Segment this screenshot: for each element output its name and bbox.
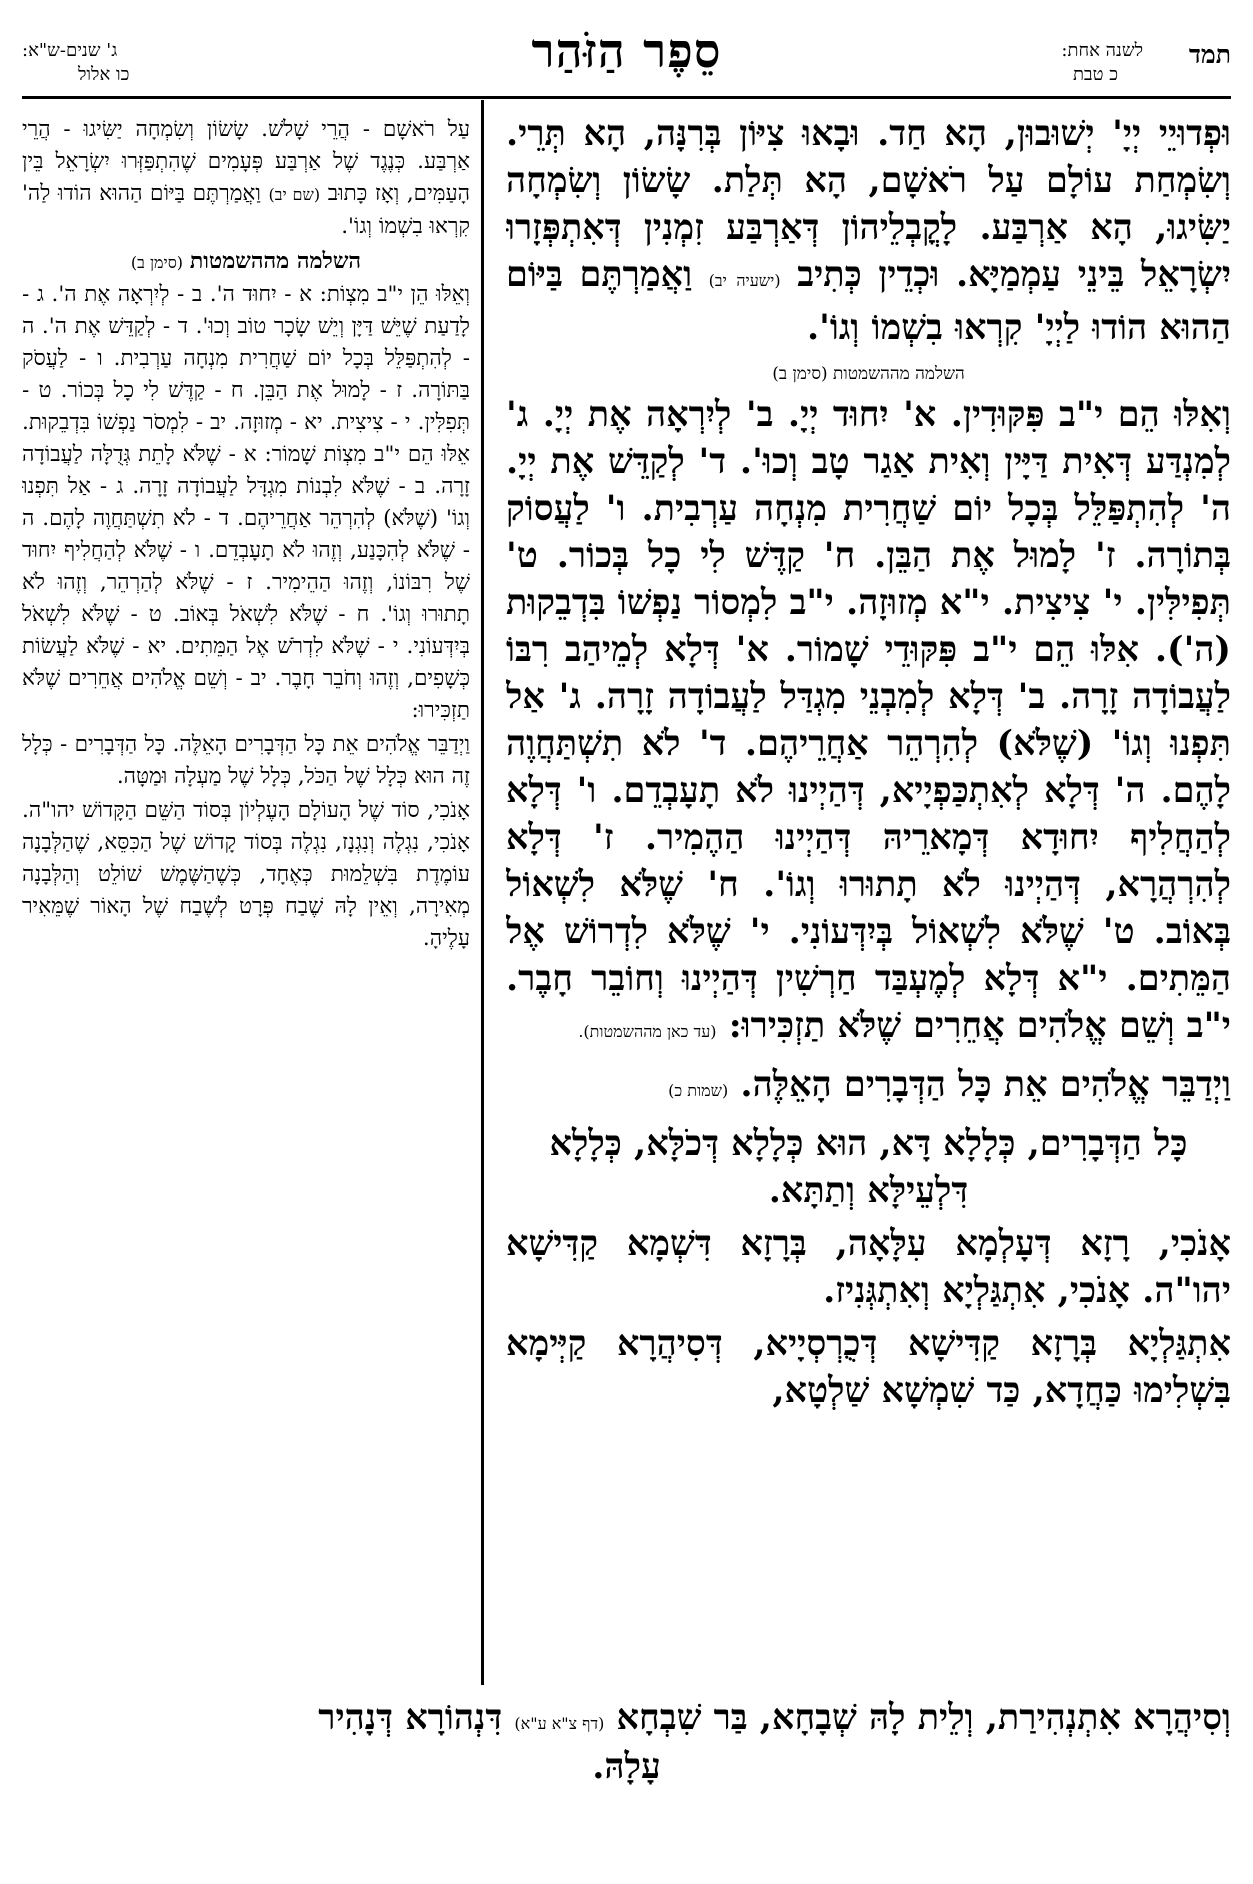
main-column [506, 110, 1231, 1690]
main-paragraph-2: וְאִלּוּ הֵם י"ב פִּקּוּדִין. א' יִחוּד יְיָ. ב' לְיִרְאָה אֶת יְיָ. ג' לְמִנְדַּע דְּאִית דַּיָּין וְאִית אַגַר טָב וְכוּ'. ד' לְקַדֵּשׁ אֶת יְיָ. ה' לְהִתְפַּלֵּל בְּכָל יוֹם שַׁחֲרִית מִנְחָה עַרְבִית. ו' לַעֲסוֹק בְּתוֹרָה. ז' לָמוּל אֶת הַבֵּן. ח' קַדֶּשׁ לִי כָל בְּכוֹר. ט' תְּפִילִּין. י' צִיצִית. י"א מְזוּזָה. י"ב לִמְסוֹר נַפְשׁוֹ בִּדְבֵקוּת (ה'). אִלּוּ הֵם י"ב פִּקּוּדֵי שָׁמוֹר. א' דְּלָא לְמֵיהַב רִבּוֹ לַעֲבוֹדָה זָרָה. ב' דְּלָא לְמִבְנֵי מִגְדַּל לַעֲבוֹדָה זָרָה. ג' אַל תִּפְנוּ וְגוֹ' (שֶׁלֹּא) לְהִרְהֵר אַחֲרֵיהֶם. ד' לֹא תִשְׁתַּחֲוֶה לָהֶם. ה' דְּלָא לְאִתְכַּפְיָיא, דְּהַיְינוּ לֹא תָעָבְדֵם. ו' דְּלָא לְהַחֲלִיף יִחוּדָא דְּמָארֵיהּ דְּהַיְינוּ הַהֶמִיר. ז' דְּלָא לְהִרְהֲרָא, דְּהַיְינוּ לֹא תָתוּרוּ וְגוֹ'. ח' שֶׁלֹּא לִשְׁאוֹל בְּאוֹב. ט' שֶׁלֹּא לִשְׁאוֹל בְּיִדְּעוֹנִי. י' שֶׁלֹּא לִדְרוֹשׁ אֶל הַמֵּתִים. י"א דְּלָא לְמֶעְבַּד חַרְשִׁין דְּהַיְינוּ וְחוֹבֵר חָבֶר. י"ב וְשֵׁם אֱלֹהִים אֲחֵרִים שֶׁלֹּא תַזְכִּירוּ: (עד כאן מההשמטות). [506, 394, 1231, 1046]
main-paragraph-5: אָנֹכִי, רָזָא דְּעָלְמָא עִלָּאָה, בְּרָזָא דִּשְׁמָא קַדִּישָׁא יהו"ה. אָנֹכִי, אִתְגַּלְיָא וְאִתְגְּנִיז. [506, 1223, 1231, 1311]
folio-reference: (דף צ"א ע"א) [514, 1714, 605, 1733]
main-paragraph-1: וּפְדוּיֵי יְיָ' יְשׁוּבוּן, הָא חַד. וּבָאוּ צִיּוֹן בְּרִנָּה, הָא תְּרֵי. וְשִׂמְחַת עוֹלָם עַל רֹאשָׁם, הָא תְּלַת. שָׂשׂוֹן וְשִׂמְחָה יַשִּׂיגוּ, הָא אַרְבַּע. לָקֳבְלֵיהוֹן דְּאַרְבַּע זִמְנִין דְּאִתְפְּזָרוּ יִשְׂרָאֵל בֵּינֵי עַמְמַיָּא. וּכְדֵין כְּתִיב (ישעיה יב) וַאֲמַרְתֶּם בַּיּוֹם הַהוּא הוֹדוּ לַיְיָ' קִרְאוּ בִשְׁמוֹ וְגוֹ'. [506, 113, 1231, 348]
schedule-three-years-date: כו אלול [78, 64, 130, 85]
source-reference: (שמות כ) [668, 1081, 729, 1100]
section-heading: השלמה מההשמטות (סימן ב) [772, 364, 965, 384]
source-reference: (ישעיה יב) [708, 271, 781, 290]
translation-paragraph-2: וְאֵלּוּ הֵן י"ב מִצְוֹת: א - יִחוּד ה'. ב - לְיִרְאָה אֶת ה'. ג - לָדַעַת שֶׁיֵּשׁ דַּיָּן וְיֵשׁ שָׂכָר טוֹב וְכוּ'. ד - לְקַדֵּשׁ אֶת ה'. ה - לְהִתְפַּלֵּל בְּכָל יוֹם שַׁחֲרִית מִנְחָה עַרְבִית. ו - לַעֲסֹק בַּתּוֹרָה. ז - לָמוּל אֶת הַבֵּן. ח - קַדֶּשׁ לִי כָל בְּכוֹר. ט - תְּפִלִּין. י - צִיצִית. יא - מְזוּזָה. יב - לִמְסֹר נַפְשׁוֹ בִּדְבֵקוּת. אֵלּוּ הֵם י"ב מִצְוֹת שָׁמוֹר: א - שֶׁלֹּא לָתֵת גְּדֻלָּה לַעֲבוֹדָה זָרָה. ב - שֶׁלֹּא לִבְנוֹת מִגְדָּל לַעֲבוֹדָה זָרָה. ג - אַל תִּפְנוּ וְגוֹ' (שֶׁלֹּא) לְהִרְהֵר אַחֲרֵיהֶם. ד - לֹא תִשְׁתַּחֲוֶה לָהֶם. ה - שֶׁלֹּא לְהִכָּנַע, וְזֶהוּ לֹא תָעָבְדֵם. ו - שֶׁלֹּא לְהַחֲלִיף יִחוּד שֶׁל רִבּוֹנוֹ, וְזֶהוּ הַהֵימִיר. ז - שֶׁלֹּא לְהַרְהֵר, וְזֶהוּ לֹא תָתוּרוּ וְגוֹ'. ח - שֶׁלֹּא לִשְׁאֹל בְּאוֹב. ט - שֶׁלֹּא לִשְׁאֹל בְּיִדְּעוֹנִי. י - שֶׁלֹּא לִדְרֹשׁ אֶל הַמֵּתִים. יא - שֶׁלֹּא לַעֲשׂוֹת כְּשָׁפִים, וְזֶהוּ וְחֹבֵר חָבֶר. יב - וְשֵׁם אֱלֹהִים אֲחֵרִים שֶׁלֹּא תַזְכִּירוּ: [22, 282, 470, 723]
end-note: (עד כאן מההשמטות). [578, 1022, 717, 1041]
translation-paragraph-1: עַל רֹאשָׁם - הֲרֵי שָׁלֹשׁ. שָׂשׂוֹן וְשִׂמְחָה יַשִּׂיגוּ - הֲרֵי אַרְבַּע. כְּנֶגֶד שֶׁל אַרְבַּע פְּעָמִים שֶׁהִתְפַּזְּרוּ יִשְׂרָאֵל בֵּין הָעַמִּים, וְאָז כָּתוּב (שם יב) וַאֲמַרְתֶּם בַּיּוֹם הַהוּא הוֹדוּ לַה' קִרְאוּ בִשְׁמוֹ וְגוֹ'. [22, 117, 470, 239]
book-title: סֵפֶר הַזֹּהַר [531, 24, 722, 79]
translation-paragraph-4: אָנֹכִי, סוֹד שֶׁל הָעוֹלָם הָעֶלְיוֹן בְּסוֹד הַשֵּׁם הַקָּדוֹשׁ יהו"ה. אָנֹכִי, נִגְלֶה וְנִגְנָז, נִגְלֶה בְּסוֹד קָדוֹשׁ שֶׁל הַכִּסֵּא, שֶׁהַלְּבָנָה עוֹמֶדֶת בִּשְׁלֵמוּת כְּאֶחָד, כְּשֶׁהַשֶּׁמֶשׁ שׁוֹלֵט וְהַלְּבָנָה מְאִירָה, וְאֵין לָהּ שֶׁבַח פְּרָט לְשֶׁבַח שֶׁל הָאוֹר שֶׁמֵּאִיר עָלֶיהָ. [22, 798, 470, 951]
full-width-line: וְסִיהֲרָא אִתְנְהִירַת, וְלֵית לָהּ שְׁבָחָא, בַּר שִׁבְחָא (דף צ"א ע"א) דִּנְהוֹרָא דְּנָהִיר [318, 1697, 1231, 1738]
translation-column [22, 114, 470, 1674]
final-word: עָלָהּ. [592, 1746, 661, 1787]
main-paragraph-6: אִתְגַּלְיָא בְּרָזָא קַדִּישָׁא דְּכֻרְסְיָיא, דְּסִיהֲרָא קַיְּימָא בִּשְׁלִימוּ כַּחֲדָא, כַּד שִׁמְשָׁא שַׁלְטָא, [506, 1323, 1231, 1411]
main-paragraph-3: וַיְדַבֵּר אֱלֹהִים אֵת כָּל הַדְּבָרִים הָאֵלֶּה. (שמות כ) [668, 1064, 1231, 1105]
column-divider [481, 100, 484, 1685]
header-rule [22, 96, 1231, 99]
schedule-three-years: ג' שנים-ש"א: [22, 40, 118, 61]
translation-section-heading: השלמה מההשמטות (סימן ב) [130, 248, 362, 274]
schedule-one-year: לשנה אחת: [1061, 40, 1143, 61]
source-reference: (שם יב) [268, 185, 321, 204]
page-number: תמד [1188, 40, 1231, 69]
main-paragraph-4: כָּל הַדְּבָרִים, כְּלָלָא דָּא, הוּא כְּלָלָא דְּכֹלָּא, כְּלָלָא דִּלְעֵילָּא וְתַתָּא. [549, 1123, 1188, 1211]
schedule-one-year-date: כ טבת [1072, 64, 1118, 85]
translation-paragraph-3: וַיְדַבֵּר אֱלֹהִים אֵת כָּל הַדְּבָרִים הָאֵלֶּה. כָּל הַדְּבָרִים - כְּלָל זֶה הוּא כְּלָל שֶׁל הַכֹּל, כְּלָל שֶׁל מַעְלָה וּמַטָּה. [22, 732, 470, 789]
